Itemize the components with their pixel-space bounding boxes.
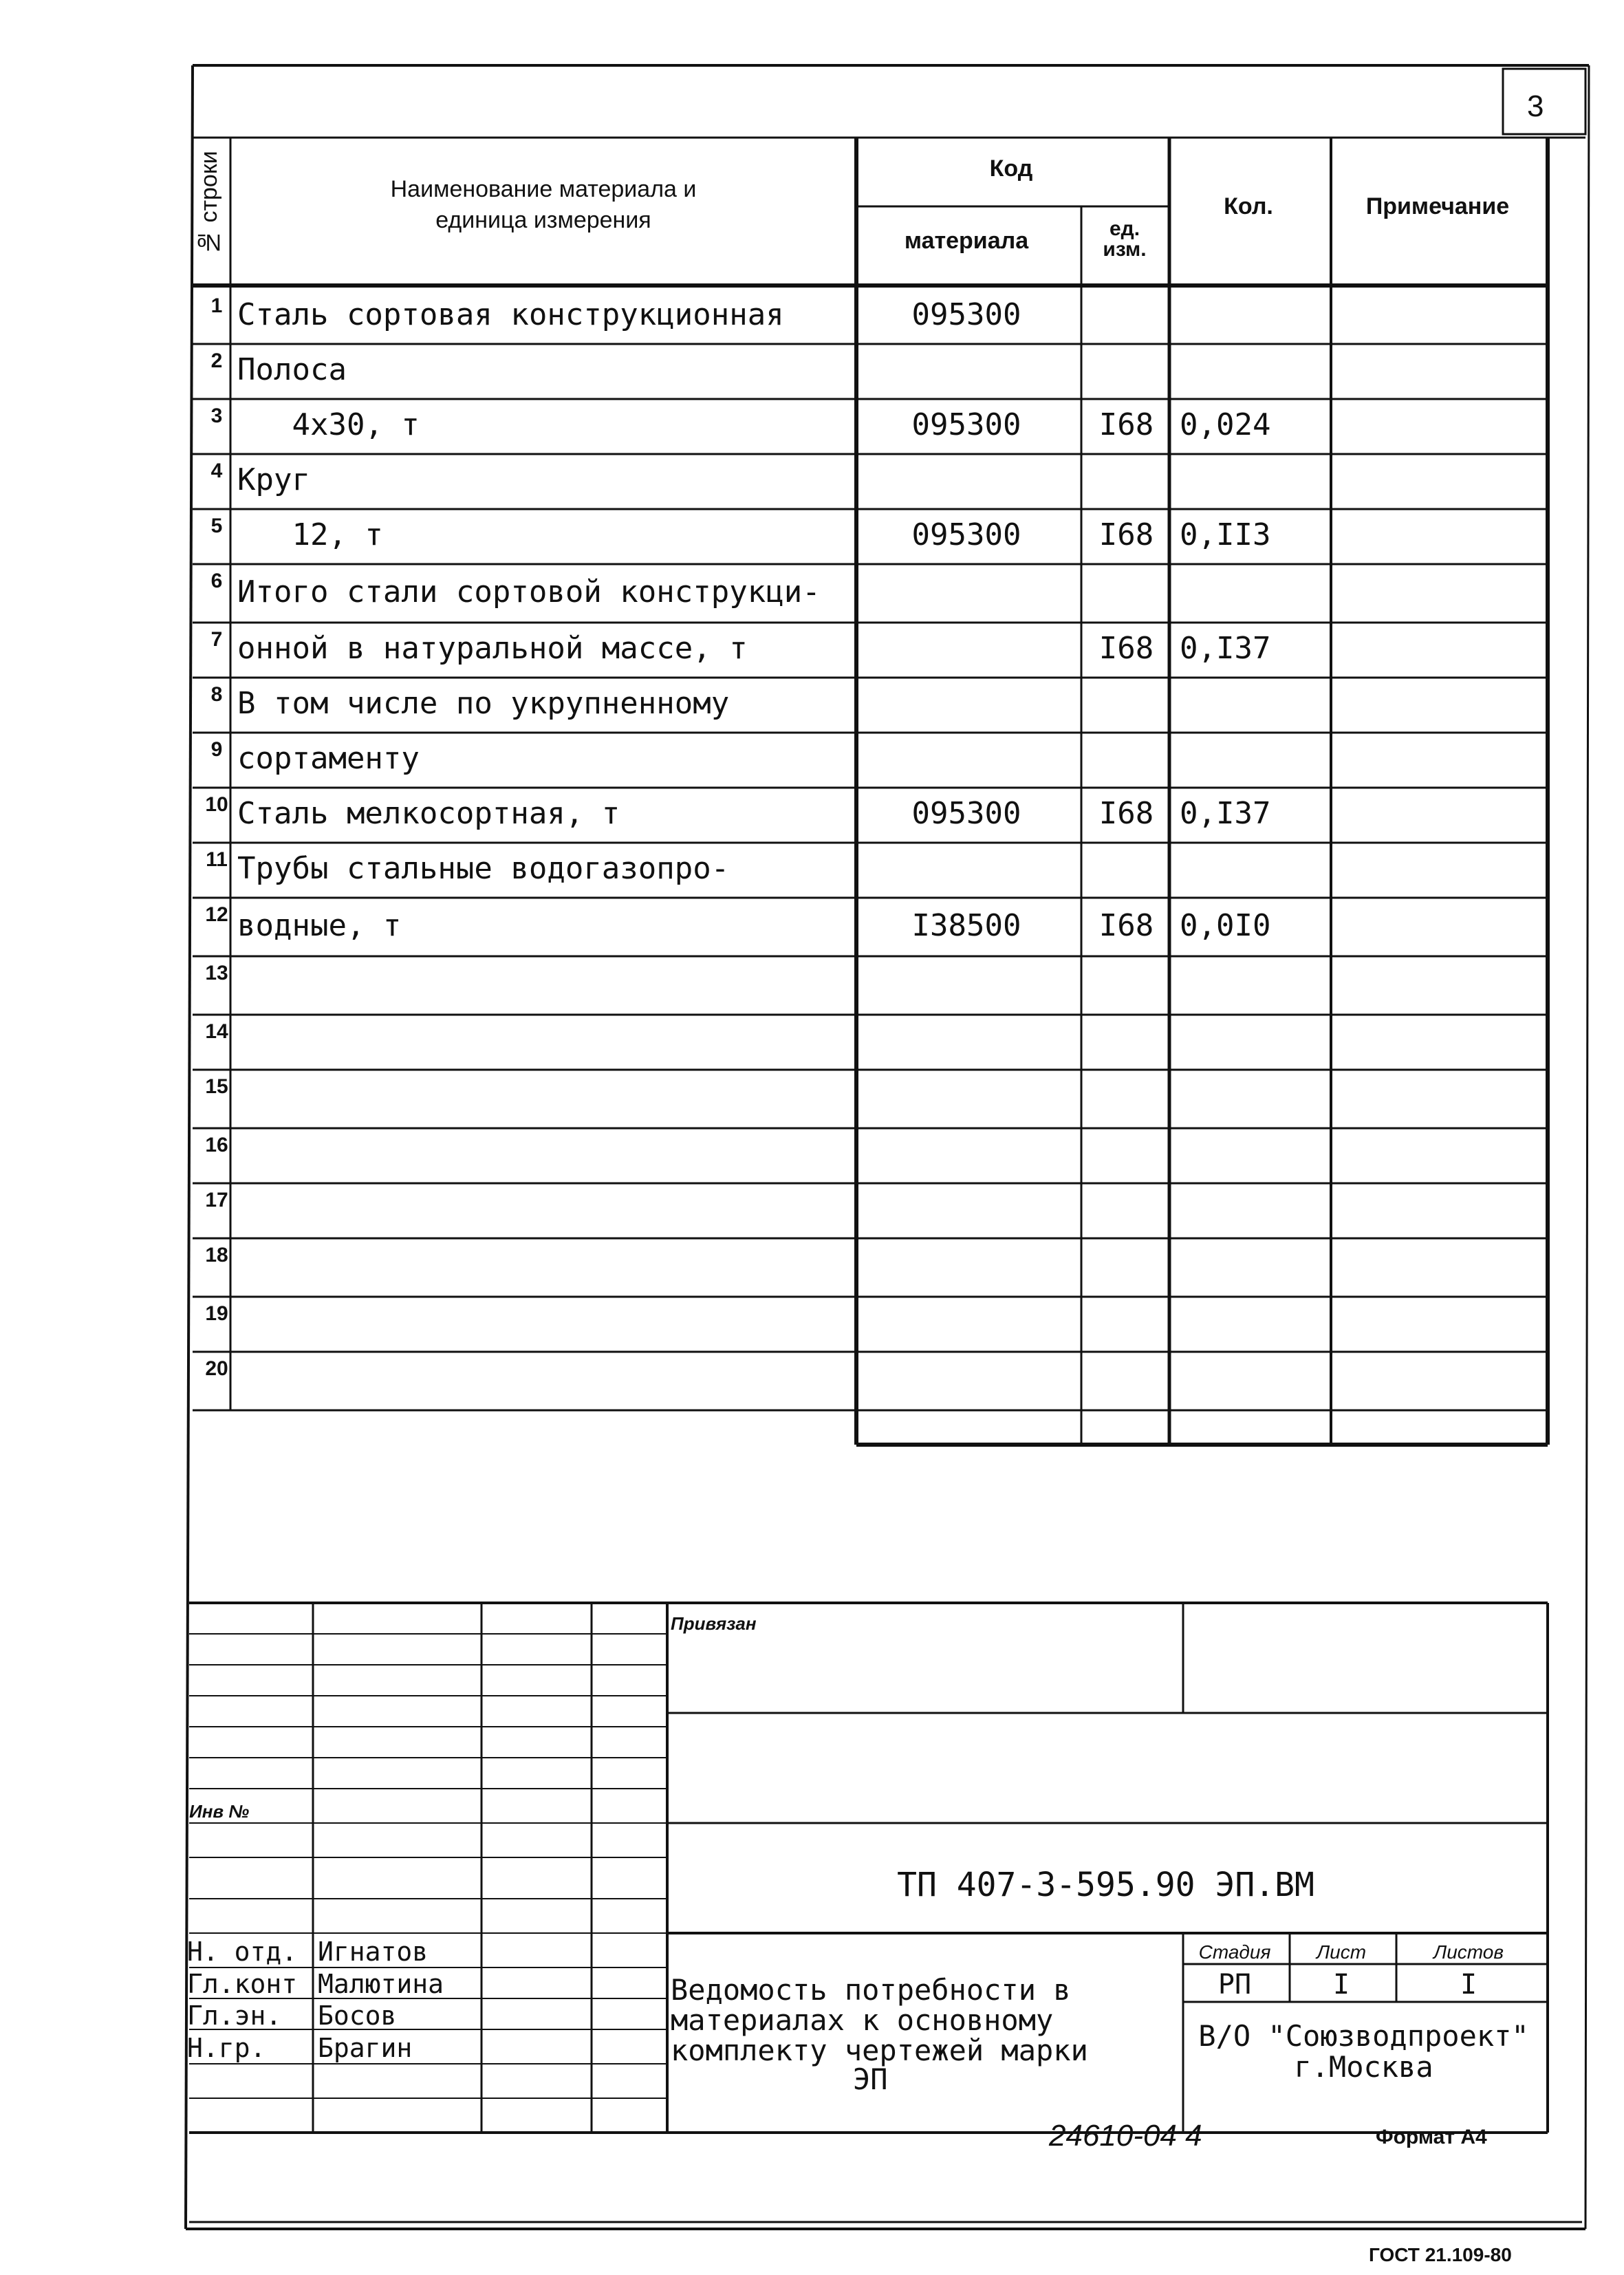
header-unit-line1: ед. [1109, 217, 1140, 240]
material-name: 12, т [237, 517, 383, 552]
material-name: Трубы стальные водогазопро- [237, 851, 730, 886]
row-number: 17 [205, 1189, 228, 1211]
signature-name: Босов [318, 2001, 397, 2031]
quantity: 0,II3 [1180, 517, 1271, 552]
row-number: 10 [205, 793, 228, 816]
material-name: Полоса [237, 352, 347, 387]
material-name: Сталь мелкосортная, т [237, 796, 620, 831]
material-name: Круг [237, 462, 310, 497]
unit-code: I68 [1098, 407, 1154, 442]
archive-number: 24610-04 4 [1049, 2119, 1202, 2153]
row-number: 18 [205, 1244, 228, 1266]
document-code: ТП 407-3-595.90 ЭП.ВМ [897, 1866, 1314, 1904]
frame-right [1585, 65, 1589, 2229]
unit-code: I68 [1098, 796, 1154, 831]
sheet-value: I [1332, 1969, 1350, 2001]
row-number: 14 [205, 1020, 228, 1043]
material-code: I38500 [911, 908, 1021, 943]
format-label: Формат А4 [1376, 2126, 1487, 2148]
row-number: 5 [210, 515, 223, 537]
unit-code: I68 [1098, 631, 1154, 666]
signature-name: Игнатов [318, 1937, 429, 1967]
material-code: 095300 [911, 297, 1021, 332]
sheets-label: Листов [1433, 1941, 1504, 1963]
page-number: 3 [1527, 89, 1544, 123]
row-number: 8 [210, 683, 223, 706]
material-code: 095300 [911, 796, 1021, 831]
organization-line2: г.Москва [1294, 2050, 1433, 2084]
header-name-line2: единица измерения [435, 207, 651, 233]
material-name: сортаменту [237, 741, 420, 776]
header-code: Код [989, 155, 1033, 182]
material-name: В том числе по укрупненному [237, 686, 730, 721]
frame-left [186, 65, 193, 2229]
signature-name: Брагин [318, 2033, 413, 2063]
row-number: 15 [205, 1075, 228, 1098]
page-number-box [1503, 69, 1585, 134]
row-number: 3 [210, 405, 223, 427]
row-number: 19 [205, 1302, 228, 1325]
quantity: 0,I37 [1180, 631, 1271, 666]
sheet-label: Лист [1316, 1941, 1367, 1963]
signature-role: Гл.эн. [187, 2001, 282, 2031]
unit-code: I68 [1098, 517, 1154, 552]
organization-line1: В/О "Союзводпроект" [1198, 2019, 1529, 2053]
header-unit-line2: изм. [1103, 238, 1147, 261]
stage-value: РП [1217, 1969, 1252, 2001]
row-number: 7 [210, 628, 223, 651]
quantity: 0,I37 [1180, 796, 1271, 831]
row-number: 12 [205, 903, 228, 926]
material-name: 4х30, т [237, 407, 420, 442]
gost-label: ГОСТ 21.109-80 [1369, 2244, 1512, 2265]
material-name: онной в натуральной массе, т [237, 631, 748, 666]
title-line3: комплекту чертежей марки [671, 2034, 1088, 2067]
signature-role: Н.гр. [187, 2033, 266, 2063]
row-number: 1 [210, 294, 223, 317]
header-row-number: № строки [196, 151, 222, 255]
row-number: 13 [205, 962, 228, 984]
header-note: Примечание [1365, 193, 1510, 219]
stage-label: Стадия [1198, 1941, 1271, 1963]
signature-role: Н. отд. [187, 1937, 298, 1967]
row-number: 9 [210, 738, 223, 761]
material-code: 095300 [911, 517, 1021, 552]
sheets-value: I [1460, 1969, 1477, 2001]
row-number: 16 [205, 1134, 228, 1156]
signature-role: Гл.конт [187, 1969, 298, 1999]
header-material: материала [904, 228, 1029, 254]
material-code: 095300 [911, 407, 1021, 442]
unit-code: I68 [1098, 908, 1154, 943]
signature-name: Малютина [318, 1969, 444, 1999]
row-number: 4 [210, 460, 223, 482]
inv-no-label: Инв № [189, 1801, 250, 1822]
row-number: 20 [205, 1357, 228, 1380]
title-line4: ЭП [853, 2062, 888, 2096]
header-name-line1: Наименование материала и [390, 176, 697, 202]
row-number: 11 [206, 848, 228, 871]
header-qty: Кол. [1224, 193, 1273, 219]
privyazan-label: Привязан [671, 1613, 757, 1634]
material-name: Итого стали сортовой конструкци- [237, 574, 821, 610]
material-name: водные, т [237, 908, 402, 943]
quantity: 0,0I0 [1180, 908, 1271, 943]
title-line2: материалах к основному [671, 2003, 1054, 2037]
row-number: 6 [210, 570, 223, 592]
material-name: Сталь сортовая конструкционная [237, 297, 784, 332]
title-line1: Ведомость потребности в [671, 1973, 1071, 2007]
quantity: 0,024 [1180, 407, 1271, 442]
row-number: 2 [210, 349, 223, 372]
